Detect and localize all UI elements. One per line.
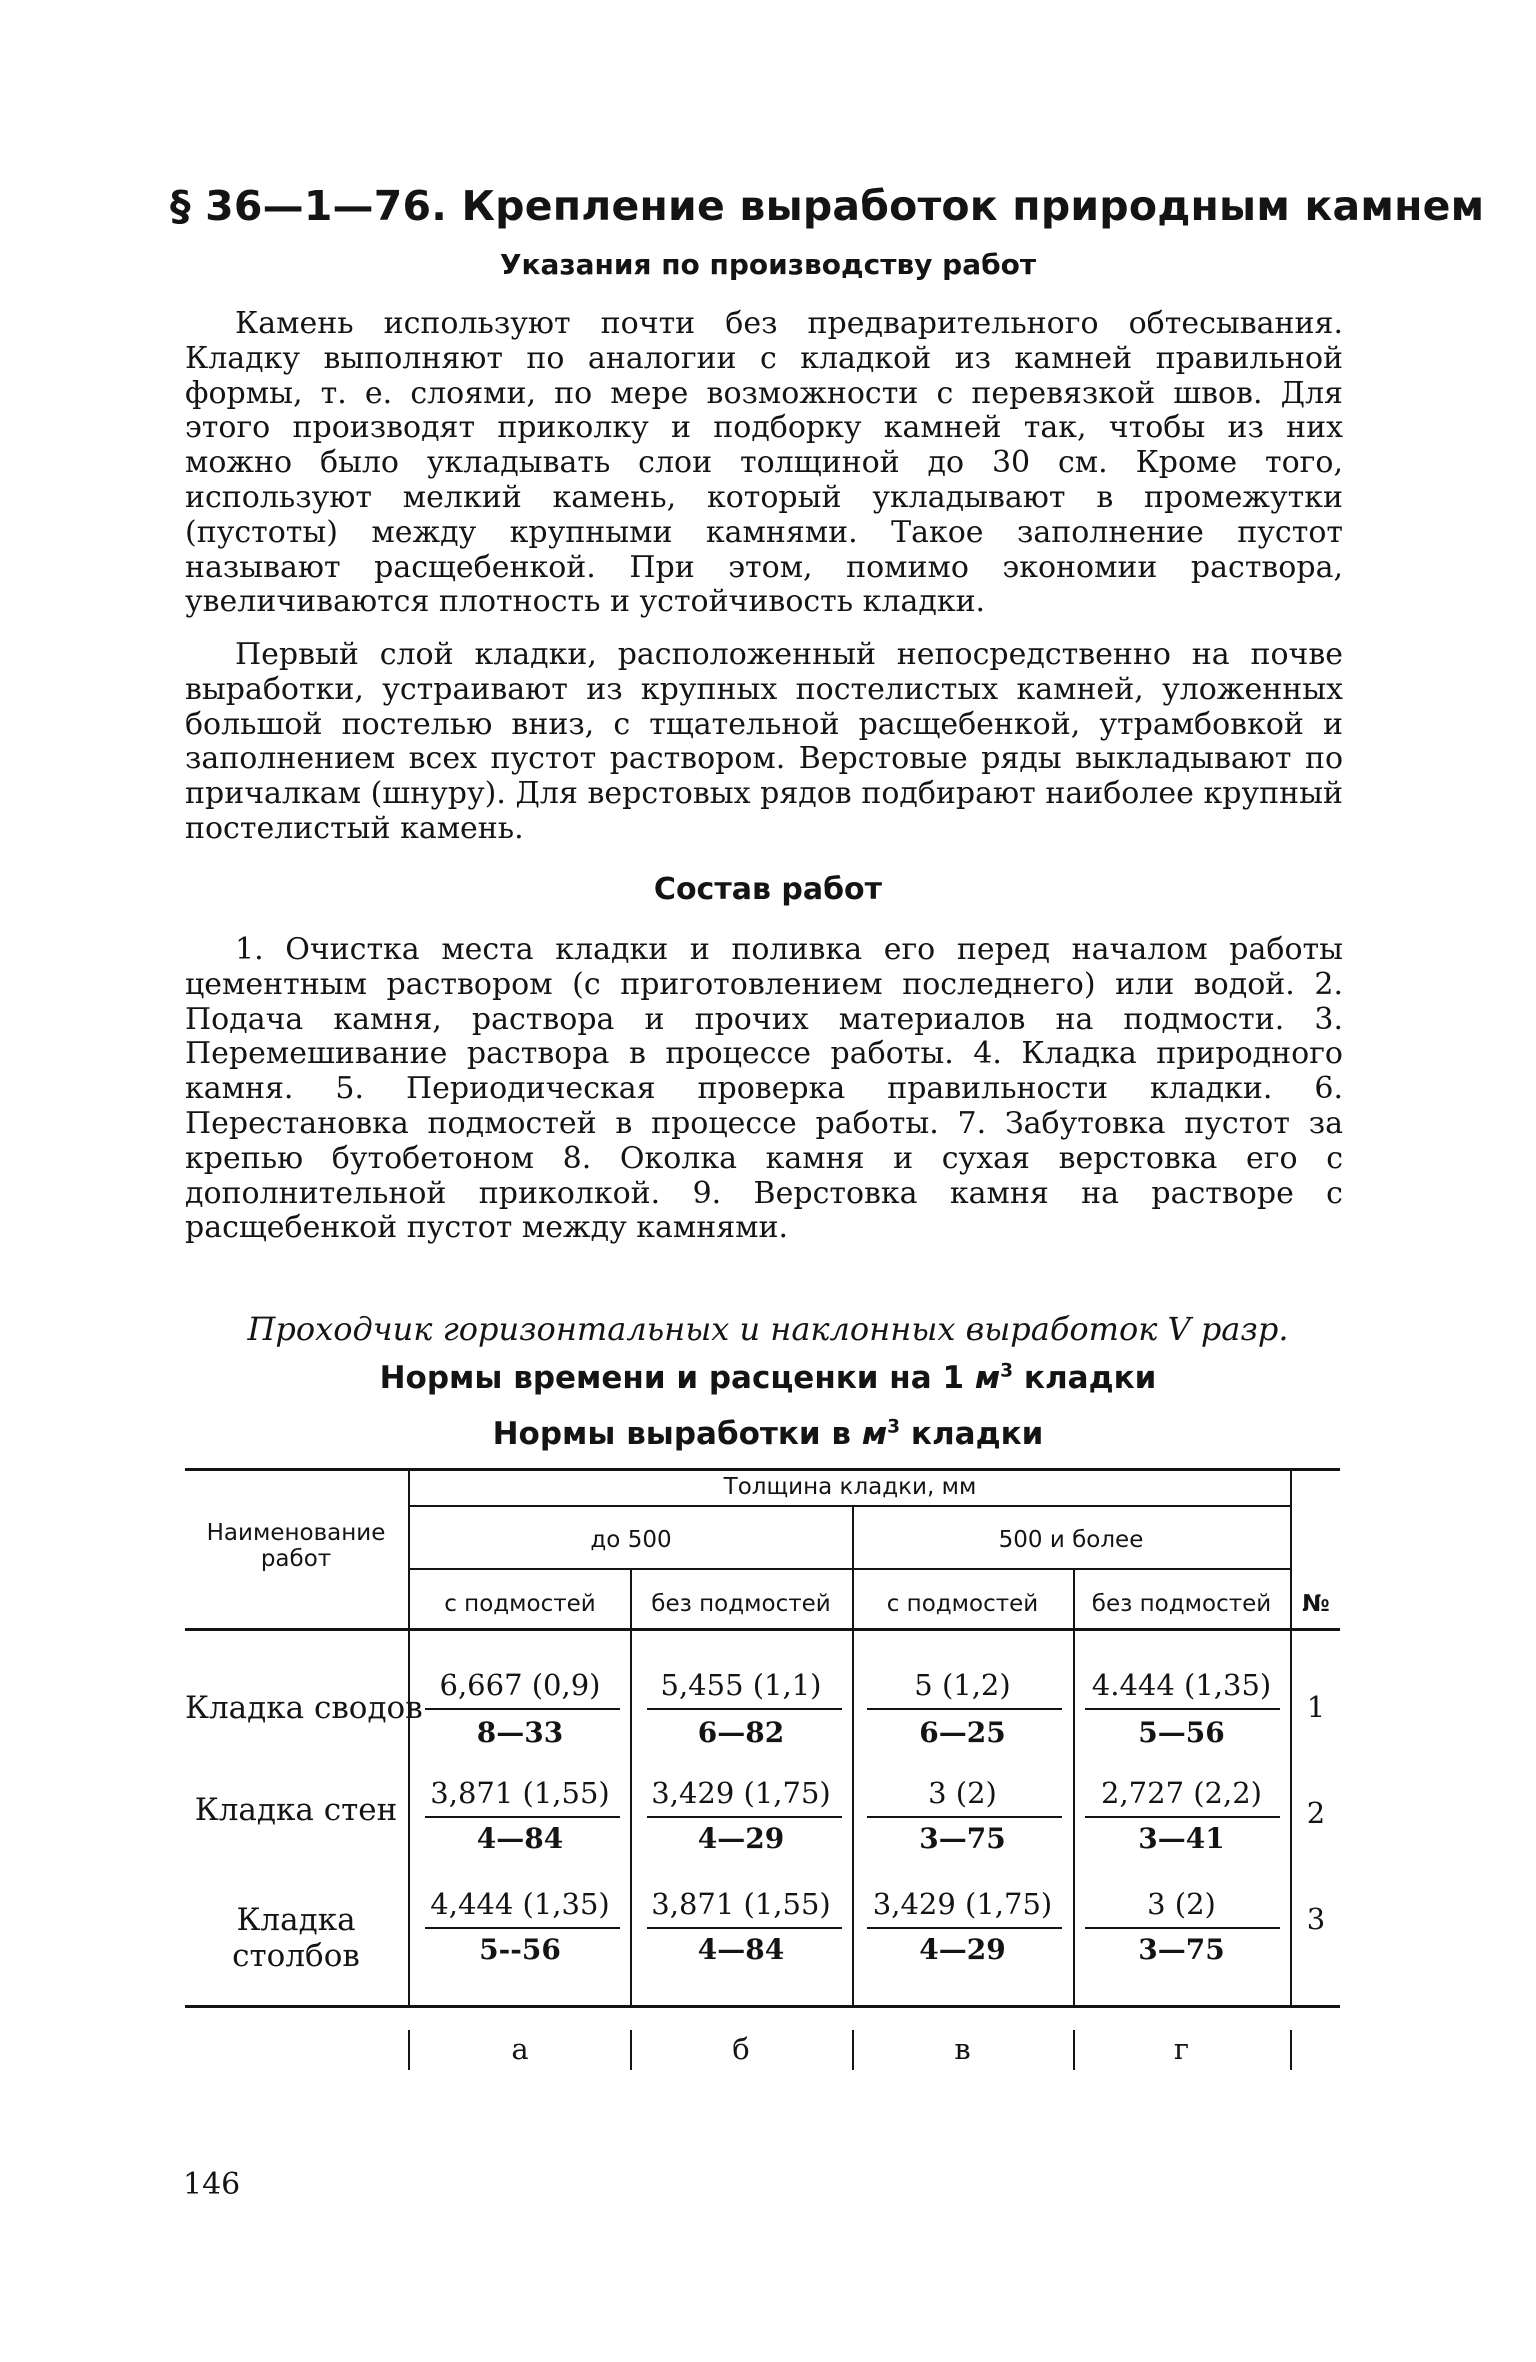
composition-heading: Состав работ (653, 872, 883, 907)
page-number: 146 (183, 2167, 241, 2202)
fraction-rule (1085, 1816, 1280, 1818)
header-thickness: Толщина кладки, мм (723, 1474, 977, 1500)
col-rule-3 (852, 1505, 854, 2005)
fraction-rule (425, 1816, 620, 1818)
fraction-rule (867, 1708, 1062, 1710)
rate-r1-c4: 5—56 (1138, 1716, 1225, 1749)
section-subtitle: Указания по производству работ (499, 248, 1037, 281)
paragraph-2: Первый слой кладки, расположенный непосредственно на почве выработки, устраивают из крупных постелистых камней, уложенных большой постелью вниз, с тщательной расщебенкой, утрамбовкой и заполнением всех пустот раствором. Верстовые ряды выкладывают по причалкам (шнуру). Для верстовых рядов подбирают наиболее крупный постелистый камень. (185, 637, 1343, 846)
header-col-name: Наименование работ (206, 1520, 386, 1572)
fraction-rule (1085, 1927, 1280, 1929)
value-r1-c3: 5 (1,2) (914, 1668, 1011, 1702)
rate-r1-c1: 8—33 (476, 1716, 564, 1749)
row-name-2: Кладка стен (194, 1792, 398, 1828)
worker-category: Проходчик горизонтальных и наклонных выработок V разр. (247, 1310, 1289, 1348)
footer-letter-b: б (732, 2032, 750, 2066)
row-name-3: Кладка столбов (232, 1902, 360, 1974)
footer-letter-a: а (511, 2032, 529, 2066)
rate-r3-c3: 4—29 (919, 1933, 1006, 1966)
fraction-rule (1085, 1708, 1280, 1710)
rate-r2-c2: 4—29 (697, 1822, 785, 1855)
value-r3-c3: 3,429 (1,75) (872, 1887, 1053, 1921)
rate-r2-c3: 3—75 (919, 1822, 1006, 1855)
header-sub-with-2: с подмостей (886, 1591, 1039, 1617)
header-group-2: 500 и более (998, 1527, 1144, 1553)
table-top-rule (185, 1468, 1340, 1471)
rate-r3-c4: 3—75 (1138, 1933, 1225, 1966)
fraction-rule (647, 1927, 842, 1929)
rate-r3-c2: 4—84 (697, 1933, 785, 1966)
composition-text: 1. Очистка места кладки и поливка его перед началом работы цементным раствором (с приготовлением последнего) или водой. 2. Подача камня, раствора и прочих материалов на подмости. 3. Перемешивание раствора в процессе работы. 4. Кладка природного камня. 5. Периодическая проверка правильности кладки. 6. Перестановка подмостей в процессе работы. 7. Забутовка пустот за крепью бутобетоном 8. Околка камня и сухая верстовка его с дополнительной приколкой. 9. Верстовка камня на растворе с расщебенкой пустот между камнями. (185, 932, 1343, 1246)
row-name-1: Кладка сводов (185, 1690, 423, 1726)
row-number-2: 2 (1306, 1796, 1326, 1830)
header-sub-without-2: без подмостей (1091, 1591, 1272, 1617)
value-r1-c2: 5,455 (1,1) (660, 1668, 822, 1702)
value-r2-c3: 3 (2) (928, 1776, 997, 1810)
value-r2-c4: 2,727 (2,2) (1101, 1776, 1262, 1810)
fraction-rule (647, 1708, 842, 1710)
header-bottom-rule (185, 1628, 1340, 1631)
header-rule-1 (410, 1505, 1290, 1507)
value-r2-c2: 3,429 (1,75) (651, 1776, 831, 1810)
value-r1-c1: 6,667 (0,9) (439, 1668, 601, 1702)
header-num: № (1302, 1591, 1330, 1617)
rate-r1-c2: 6—82 (697, 1716, 785, 1749)
header-sub-without-1: без подмостей (651, 1591, 831, 1617)
header-sub-with-1: с подмостей (444, 1591, 596, 1617)
rate-r2-c1: 4—84 (476, 1822, 564, 1855)
paragraph-1: Камень используют почти без предварительного обтесывания. Кладку выполняют по аналогии с кладкой из камней правильной формы, т. е. слоями, по мере возможности с перевязкой швов. Для этого производят приколку и подборку камней так, чтобы из них можно было укладывать слои толщиной до 30 см. Кроме того, используют мелкий камень, который укладывают в промежутки (пустоты) между крупными камнями. Такое заполнение пустот называют расщебенкой. При этом, помимо экономии раствора, увеличиваются плотность и устойчивость кладки. (185, 306, 1343, 620)
norms-subtitle: Нормы выработки в $м^3$ кладки (492, 1416, 1044, 1452)
footer-letter-v: в (954, 2032, 971, 2066)
value-r3-c1: 4,444 (1,35) (430, 1887, 610, 1921)
section-title: § 36—1—76. Крепление выработок природным камнем (170, 182, 1485, 230)
fraction-rule (867, 1927, 1062, 1929)
header-group-1: до 500 (590, 1527, 672, 1553)
rate-r1-c3: 6—25 (919, 1716, 1006, 1749)
row-number-1: 1 (1306, 1690, 1326, 1724)
rate-r3-c1: 5--56 (479, 1933, 561, 1966)
fraction-rule (867, 1816, 1062, 1818)
norms-title: Нормы времени и расценки на 1 $м^3$ кладки (379, 1360, 1157, 1396)
header-rule-2 (410, 1568, 1290, 1570)
value-r1-c4: 4.444 (1,35) (1091, 1668, 1272, 1702)
value-r2-c1: 3,871 (1,55) (430, 1776, 610, 1810)
value-r3-c2: 3,871 (1,55) (651, 1887, 831, 1921)
footer-tick (1290, 2030, 1292, 2070)
value-r3-c4: 3 (2) (1147, 1887, 1216, 1921)
row-number-3: 3 (1306, 1902, 1326, 1936)
rate-r2-c4: 3—41 (1138, 1822, 1225, 1855)
fraction-rule (425, 1927, 620, 1929)
fraction-rule (647, 1816, 842, 1818)
table-bottom-rule (185, 2005, 1340, 2008)
footer-letter-g: г (1173, 2032, 1190, 2066)
fraction-rule (425, 1708, 620, 1710)
